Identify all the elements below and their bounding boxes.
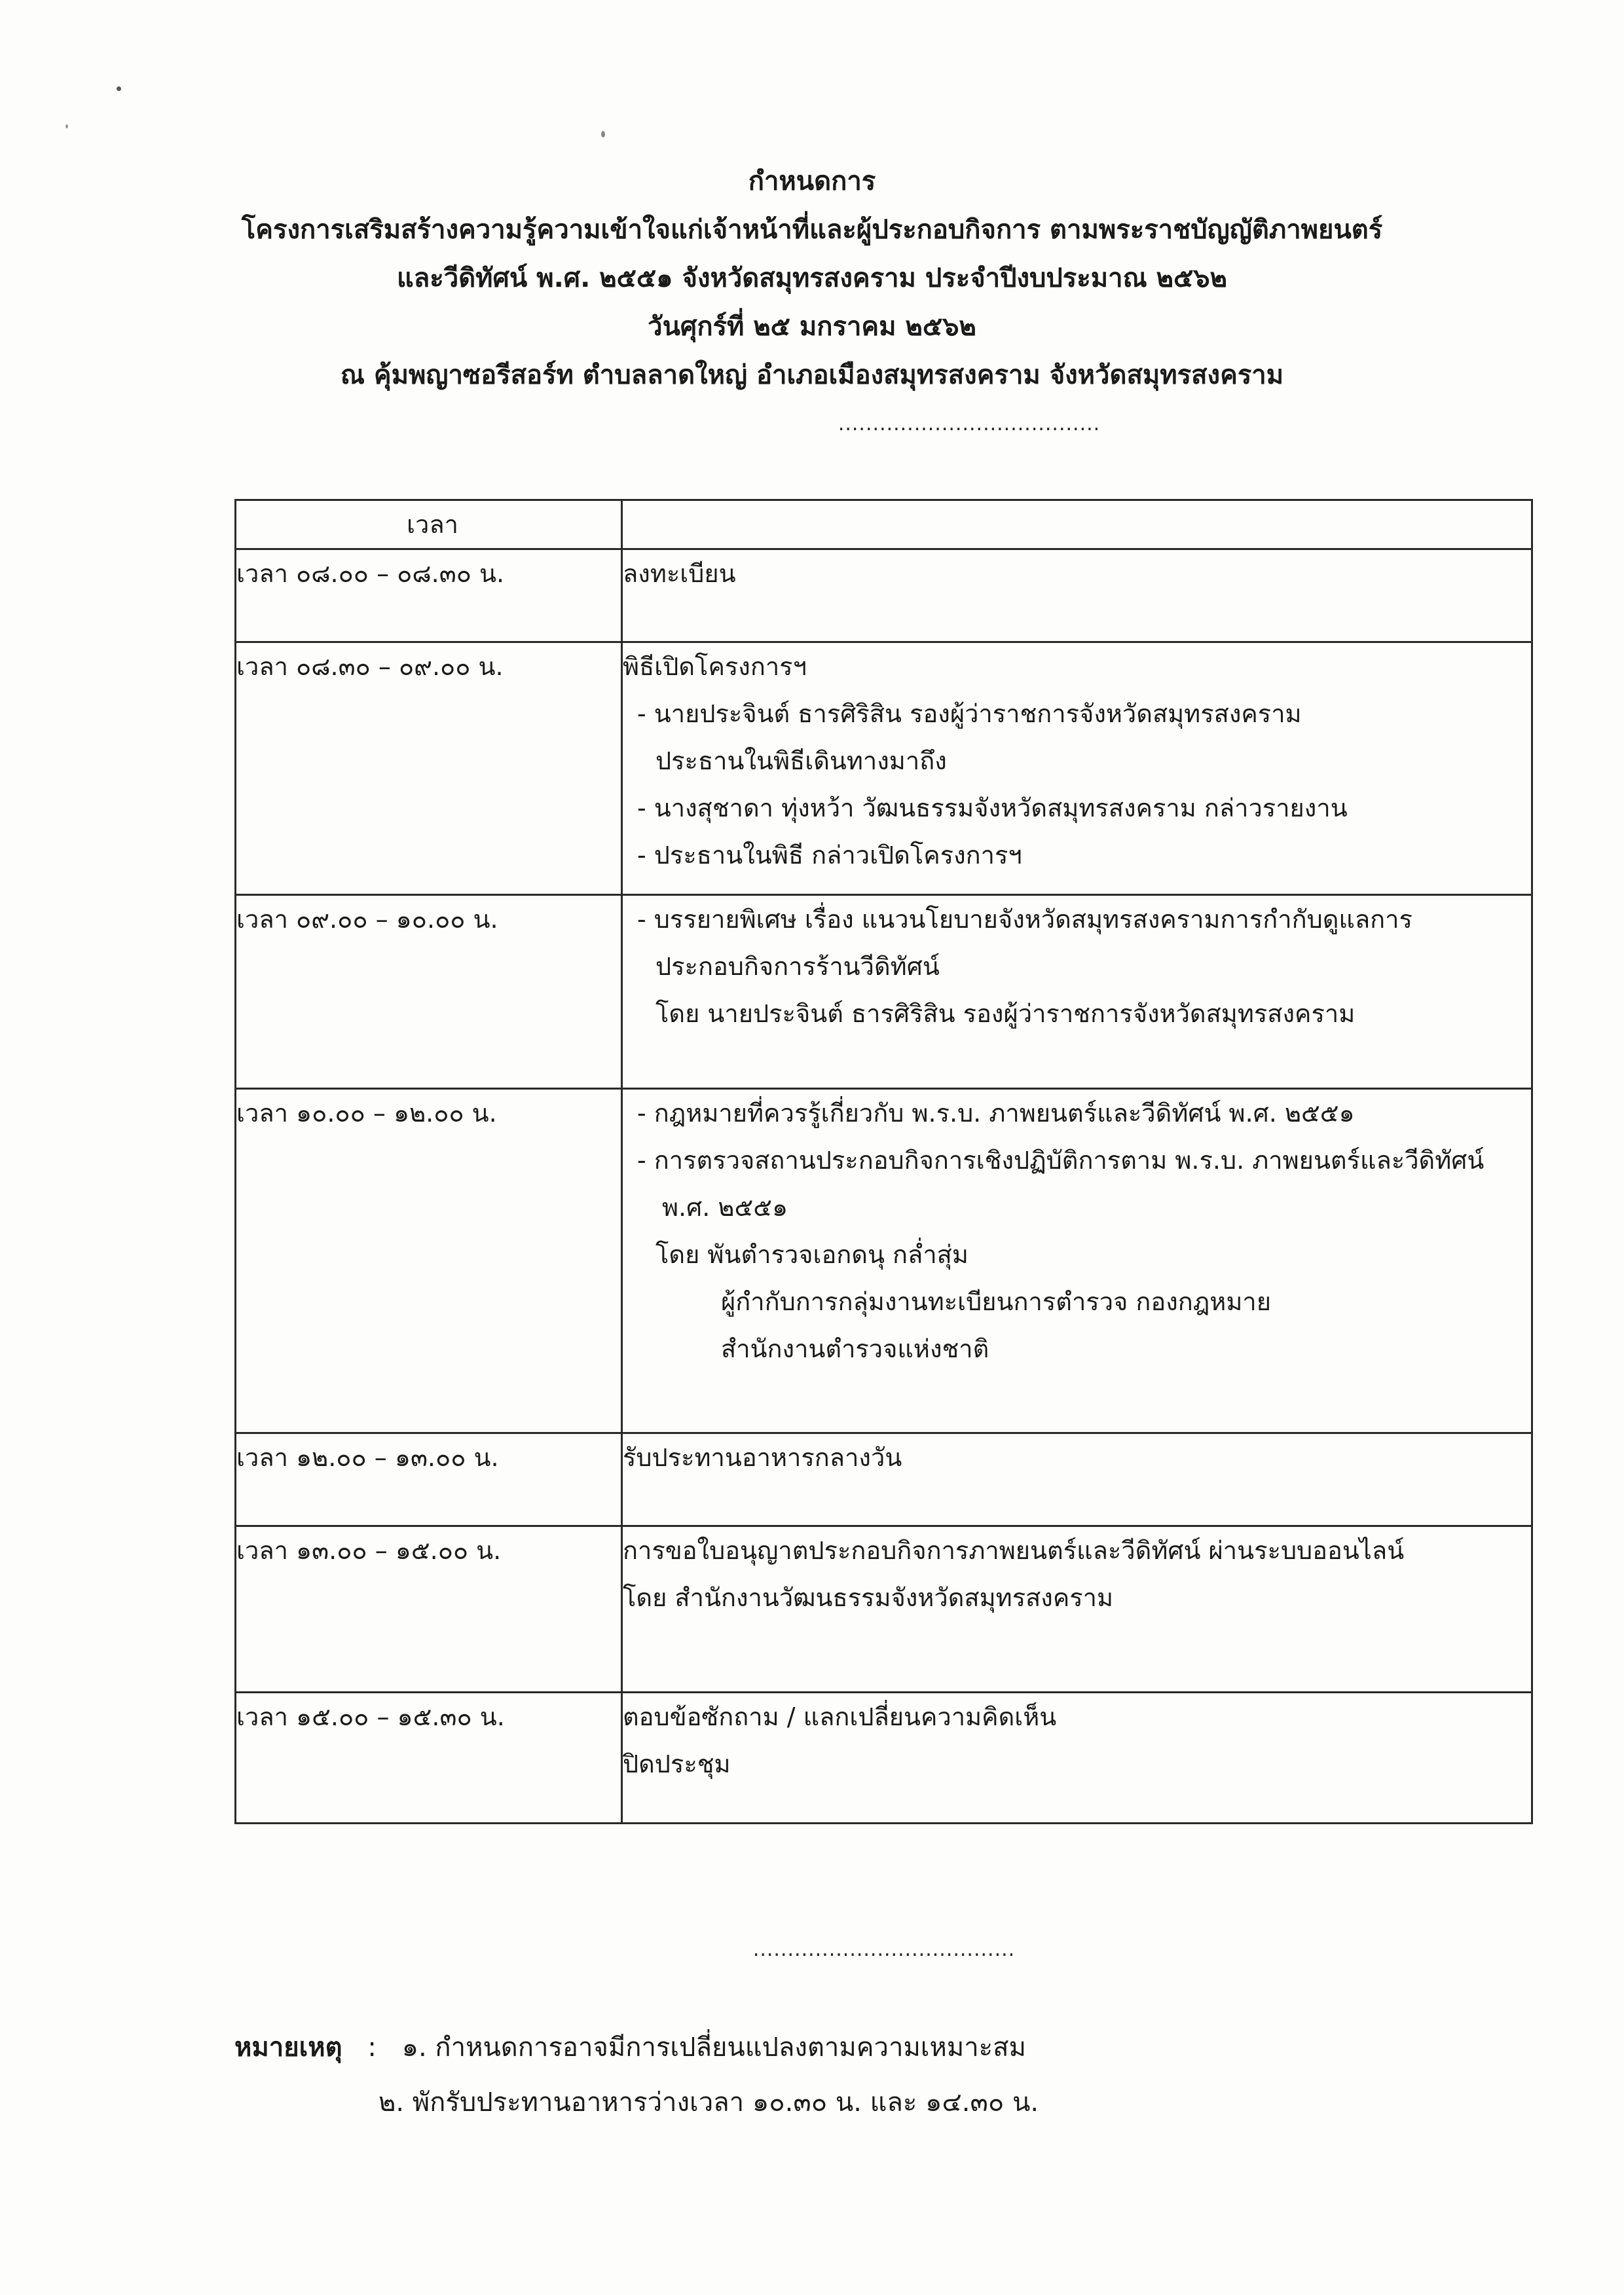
table-header-row: [236, 500, 1532, 549]
activity-line: พ.ศ. ๒๕๕๑: [662, 1193, 788, 1222]
activity-cell: [622, 549, 1532, 642]
project-name-line-2: และวีดิทัศน์ พ.ศ. ๒๕๕๑ จังหวัดสมุทรสงคราม ประจำปีงบประมาณ ๒๕๖๒: [396, 263, 1228, 293]
project-name-line-1: โครงการเสริมสร้างความรู้ความเข้าใจแก่เจ้าหน้าที่และผู้ประกอบกิจการ ตามพระราชบัญญัติภาพยนตร์: [241, 215, 1383, 245]
time-cell: เวลา ๑๒.๐๐ – ๑๓.๐๐ น.: [236, 1433, 622, 1526]
notes-label: หมายเหตุ: [234, 2032, 342, 2063]
activity-column-header: [622, 500, 1532, 549]
scan-speck: [65, 124, 68, 128]
activity-line: ลงทะเบียน: [623, 559, 736, 588]
time-cell: เวลา ๑๓.๐๐ – ๑๕.๐๐ น.: [236, 1526, 622, 1693]
activity-line: - บรรยายพิเศษ เรื่อง แนวนโยบายจังหวัดสมุทรสงครามการกำกับดูแลการ: [637, 905, 1412, 934]
activity-cell: [622, 895, 1532, 1089]
activity-line: - ประธานในพิธี กล่าวเปิดโครงการฯ: [637, 841, 1022, 870]
activity-cell: [622, 1089, 1532, 1433]
activity-line: โดย สำนักงานวัฒนธรรมจังหวัดสมุทรสงคราม: [623, 1583, 1114, 1612]
note-item: ๒. พักรับประทานอาหารว่างเวลา ๑๐.๓๐ น. และ ๑๔.๓๐ น.: [378, 2087, 1039, 2118]
activity-line: ผู้กำกับการกลุ่มงานทะเบียนการตำรวจ กองกฎหมาย: [721, 1287, 1271, 1316]
activity-cell: [622, 642, 1532, 895]
time-cell: เวลา ๑๕.๐๐ – ๑๕.๓๐ น.: [236, 1693, 622, 1824]
note-item: ๑. กำหนดการอาจมีการเปลี่ยนแปลงตามความเหมาะสม: [401, 2032, 1026, 2063]
activity-line: ประกอบกิจการร้านวีดิทัศน์: [655, 952, 940, 981]
activity-cell: [622, 1526, 1532, 1693]
scan-speck: [117, 86, 121, 91]
activity-line: พิธีเปิดโครงการฯ: [623, 652, 807, 681]
time-cell: เวลา ๐๘.๓๐ – ๐๙.๐๐ น.: [236, 642, 622, 895]
activity-line: ปิดประชุม: [623, 1750, 731, 1778]
activity-line: ประธานในพิธีเดินทางมาถึง: [655, 746, 947, 775]
event-venue: ณ คุ้มพญาซอรีสอร์ท ตำบลลาดใหญ่ อำเภอเมืองสมุทรสงคราม จังหวัดสมุทรสงคราม: [340, 360, 1284, 390]
time-cell: เวลา ๑๐.๐๐ – ๑๒.๐๐ น.: [236, 1089, 622, 1433]
footer-separator: ......................................: [752, 1938, 1016, 1961]
activity-cell: [622, 1693, 1532, 1824]
header-separator: ......................................: [838, 413, 1101, 435]
note-row: [234, 2075, 1479, 2130]
time-column-header: เวลา: [236, 500, 622, 549]
table-row: [236, 642, 1532, 895]
activity-line: โดย พันตำรวจเอกดนุ กล่ำสุ่ม: [655, 1240, 969, 1269]
activity-cell: [622, 1433, 1532, 1526]
table-row: [236, 1089, 1532, 1433]
activity-line: รับประทานอาหารกลางวัน: [623, 1443, 902, 1472]
notes-section: [234, 2020, 1479, 2130]
table-row: [236, 895, 1532, 1089]
table-row: [236, 549, 1532, 642]
activity-line: - การตรวจสถานประกอบกิจการเชิงปฏิบัติการตาม พ.ร.บ. ภาพยนตร์และวีดิทัศน์: [637, 1146, 1485, 1175]
activity-line: - นางสุชาดา ทุ่งหว้า วัฒนธรรมจังหวัดสมุทรสงคราม กล่าวรายงาน: [637, 794, 1348, 822]
table-row: [236, 1693, 1532, 1824]
event-date: วันศุกร์ที่ ๒๕ มกราคม ๒๕๖๒: [648, 312, 976, 342]
notes-colon: :: [367, 2032, 377, 2063]
activity-line: - กฎหมายที่ควรรู้เกี่ยวกับ พ.ร.บ. ภาพยนตร์และวีดิทัศน์ พ.ศ. ๒๕๕๑: [637, 1099, 1355, 1128]
page-title: กำหนดการ: [748, 166, 876, 196]
schedule-table: [234, 499, 1533, 1824]
activity-line: การขอใบอนุญาตประกอบกิจการภาพยนตร์และวีดิทัศน์ ผ่านระบบออนไลน์: [623, 1536, 1405, 1565]
activity-line: - นายประจินต์ ธารศิริสิน รองผู้ว่าราชการจังหวัดสมุทรสงคราม: [637, 699, 1302, 728]
scan-speck: [601, 131, 605, 138]
time-cell: เวลา ๐๙.๐๐ – ๑๐.๐๐ น.: [236, 895, 622, 1089]
activity-line: สำนักงานตำรวจแห่งชาติ: [721, 1334, 989, 1363]
document-header: [131, 157, 1493, 399]
activity-line: โดย นายประจินต์ ธารศิริสิน รองผู้ว่าราชการจังหวัดสมุทรสงคราม: [655, 999, 1356, 1028]
activity-line: ตอบข้อซักถาม / แลกเปลี่ยนความคิดเห็น: [623, 1702, 1057, 1731]
table-row: [236, 1526, 1532, 1693]
note-row: [234, 2020, 1479, 2075]
time-cell: เวลา ๐๘.๐๐ – ๐๘.๓๐ น.: [236, 549, 622, 642]
table-row: [236, 1433, 1532, 1526]
